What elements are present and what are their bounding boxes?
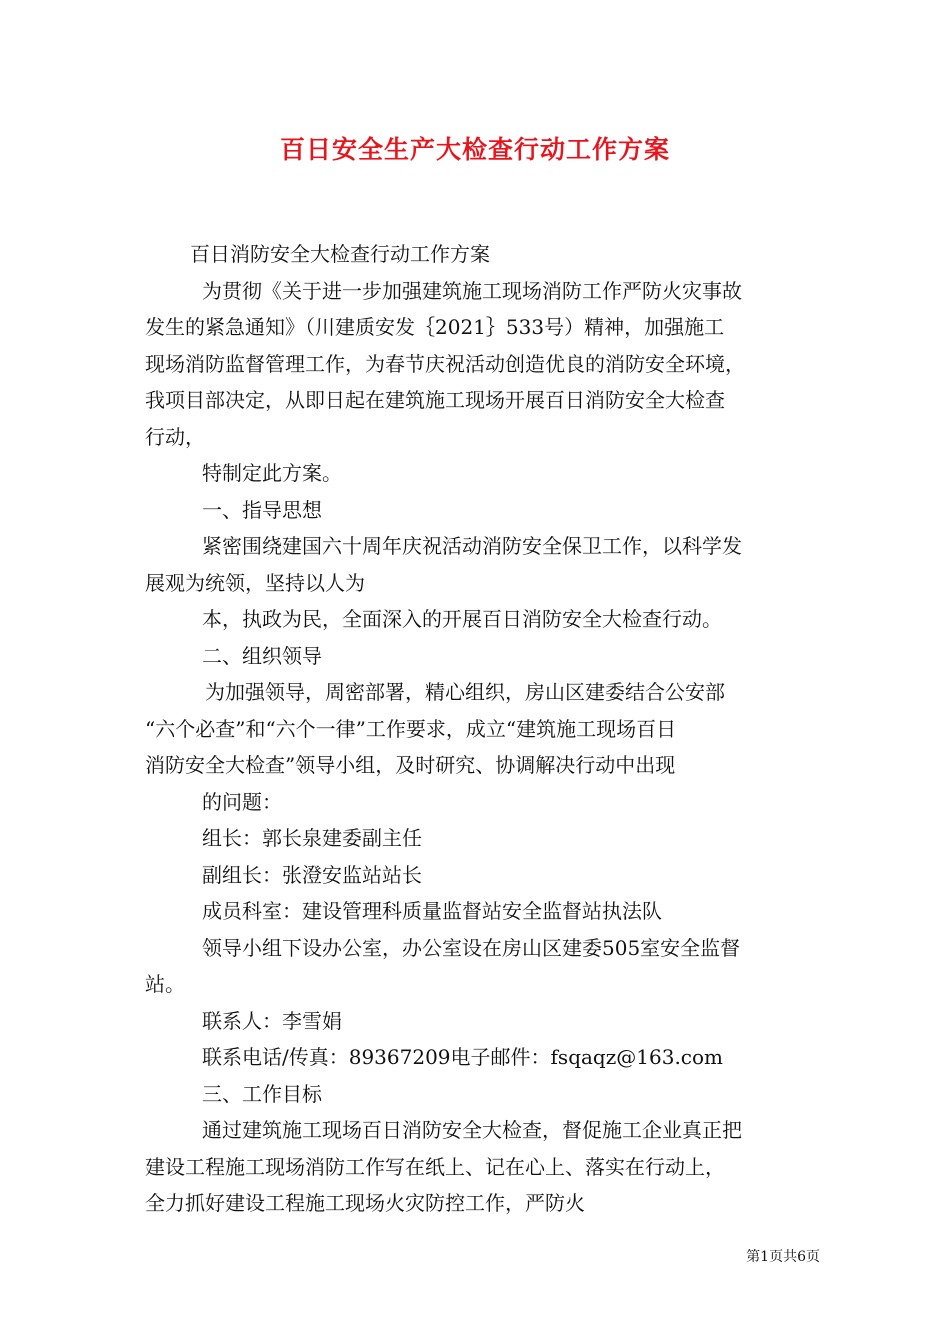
paragraph-line: “六个必查”和“六个一律”工作要求，成立“建筑施工现场百日 [145,716,677,741]
section-heading: 百日消防安全大检查行动工作方案 [190,242,490,266]
paragraph-line: 通过建筑施工现场百日消防安全大检查，督促施工企业真正把 [202,1118,742,1142]
paragraph-line: 特制定此方案。 [202,461,342,485]
paragraph-line: 副组长：张澄安监站站长 [202,862,422,887]
paragraph-line: 联系电话/传真：89367209电子邮件：fsqaqz@163.com [202,1045,724,1069]
paragraph-line: 组长：郭长泉建委副主任 [202,826,422,850]
paragraph-line: 展观为统领，坚持以人为 [145,570,365,595]
paragraph-line: 发生的紧急通知》（川建质安发｛2021｝533号）精神，加强施工 [145,315,725,339]
paragraph-line: 联系人：李雪娟 [202,1008,342,1033]
paragraph-line: 站。 [145,972,185,996]
section-heading: 三、工作目标 [202,1081,322,1106]
paragraph-line: 为贯彻《关于进一步加强建筑施工现场消防工作严防火灾事故 [202,278,742,303]
paragraph-line: 为加强领导，周密部署，精心组织，房山区建委结合公安部 [205,680,725,704]
paragraph-line: 行动， [145,424,205,449]
document-body [145,236,815,1222]
paragraph-line: 全力抓好建设工程施工现场火灾防控工作，严防火 [145,1191,585,1215]
paragraph-line: 我项目部决定，从即日起在建筑施工现场开展百日消防安全大检查 [145,388,725,412]
section-heading: 二、组织领导 [202,643,322,668]
paragraph-line: 建设工程施工现场消防工作写在纸上、记在心上、落实在行动上， [145,1154,725,1179]
page-number-footer: 第1页共6页 [746,1249,820,1265]
paragraph-line: 消防安全大检查”领导小组，及时研究、协调解决行动中出现 [145,753,676,777]
paragraph-line: 本，执政为民，全面深入的开展百日消防安全大检查行动。 [202,607,722,631]
paragraph-line: 领导小组下设办公室，办公室设在房山区建委505室安全监督 [202,935,741,960]
paragraph-line: 的问题： [202,789,282,814]
paragraph-line: 紧密围绕建国六十周年庆祝活动消防安全保卫工作，以科学发 [202,534,742,558]
paragraph-line: 成员科室：建设管理科质量监督站安全监督站执法队 [202,899,662,923]
section-heading: 一、指导思想 [202,497,322,522]
document-title: 百日安全生产大检查行动工作方案 [279,135,670,164]
paragraph-line: 现场消防监督管理工作，为春节庆祝活动创造优良的消防安全环境， [145,351,745,376]
